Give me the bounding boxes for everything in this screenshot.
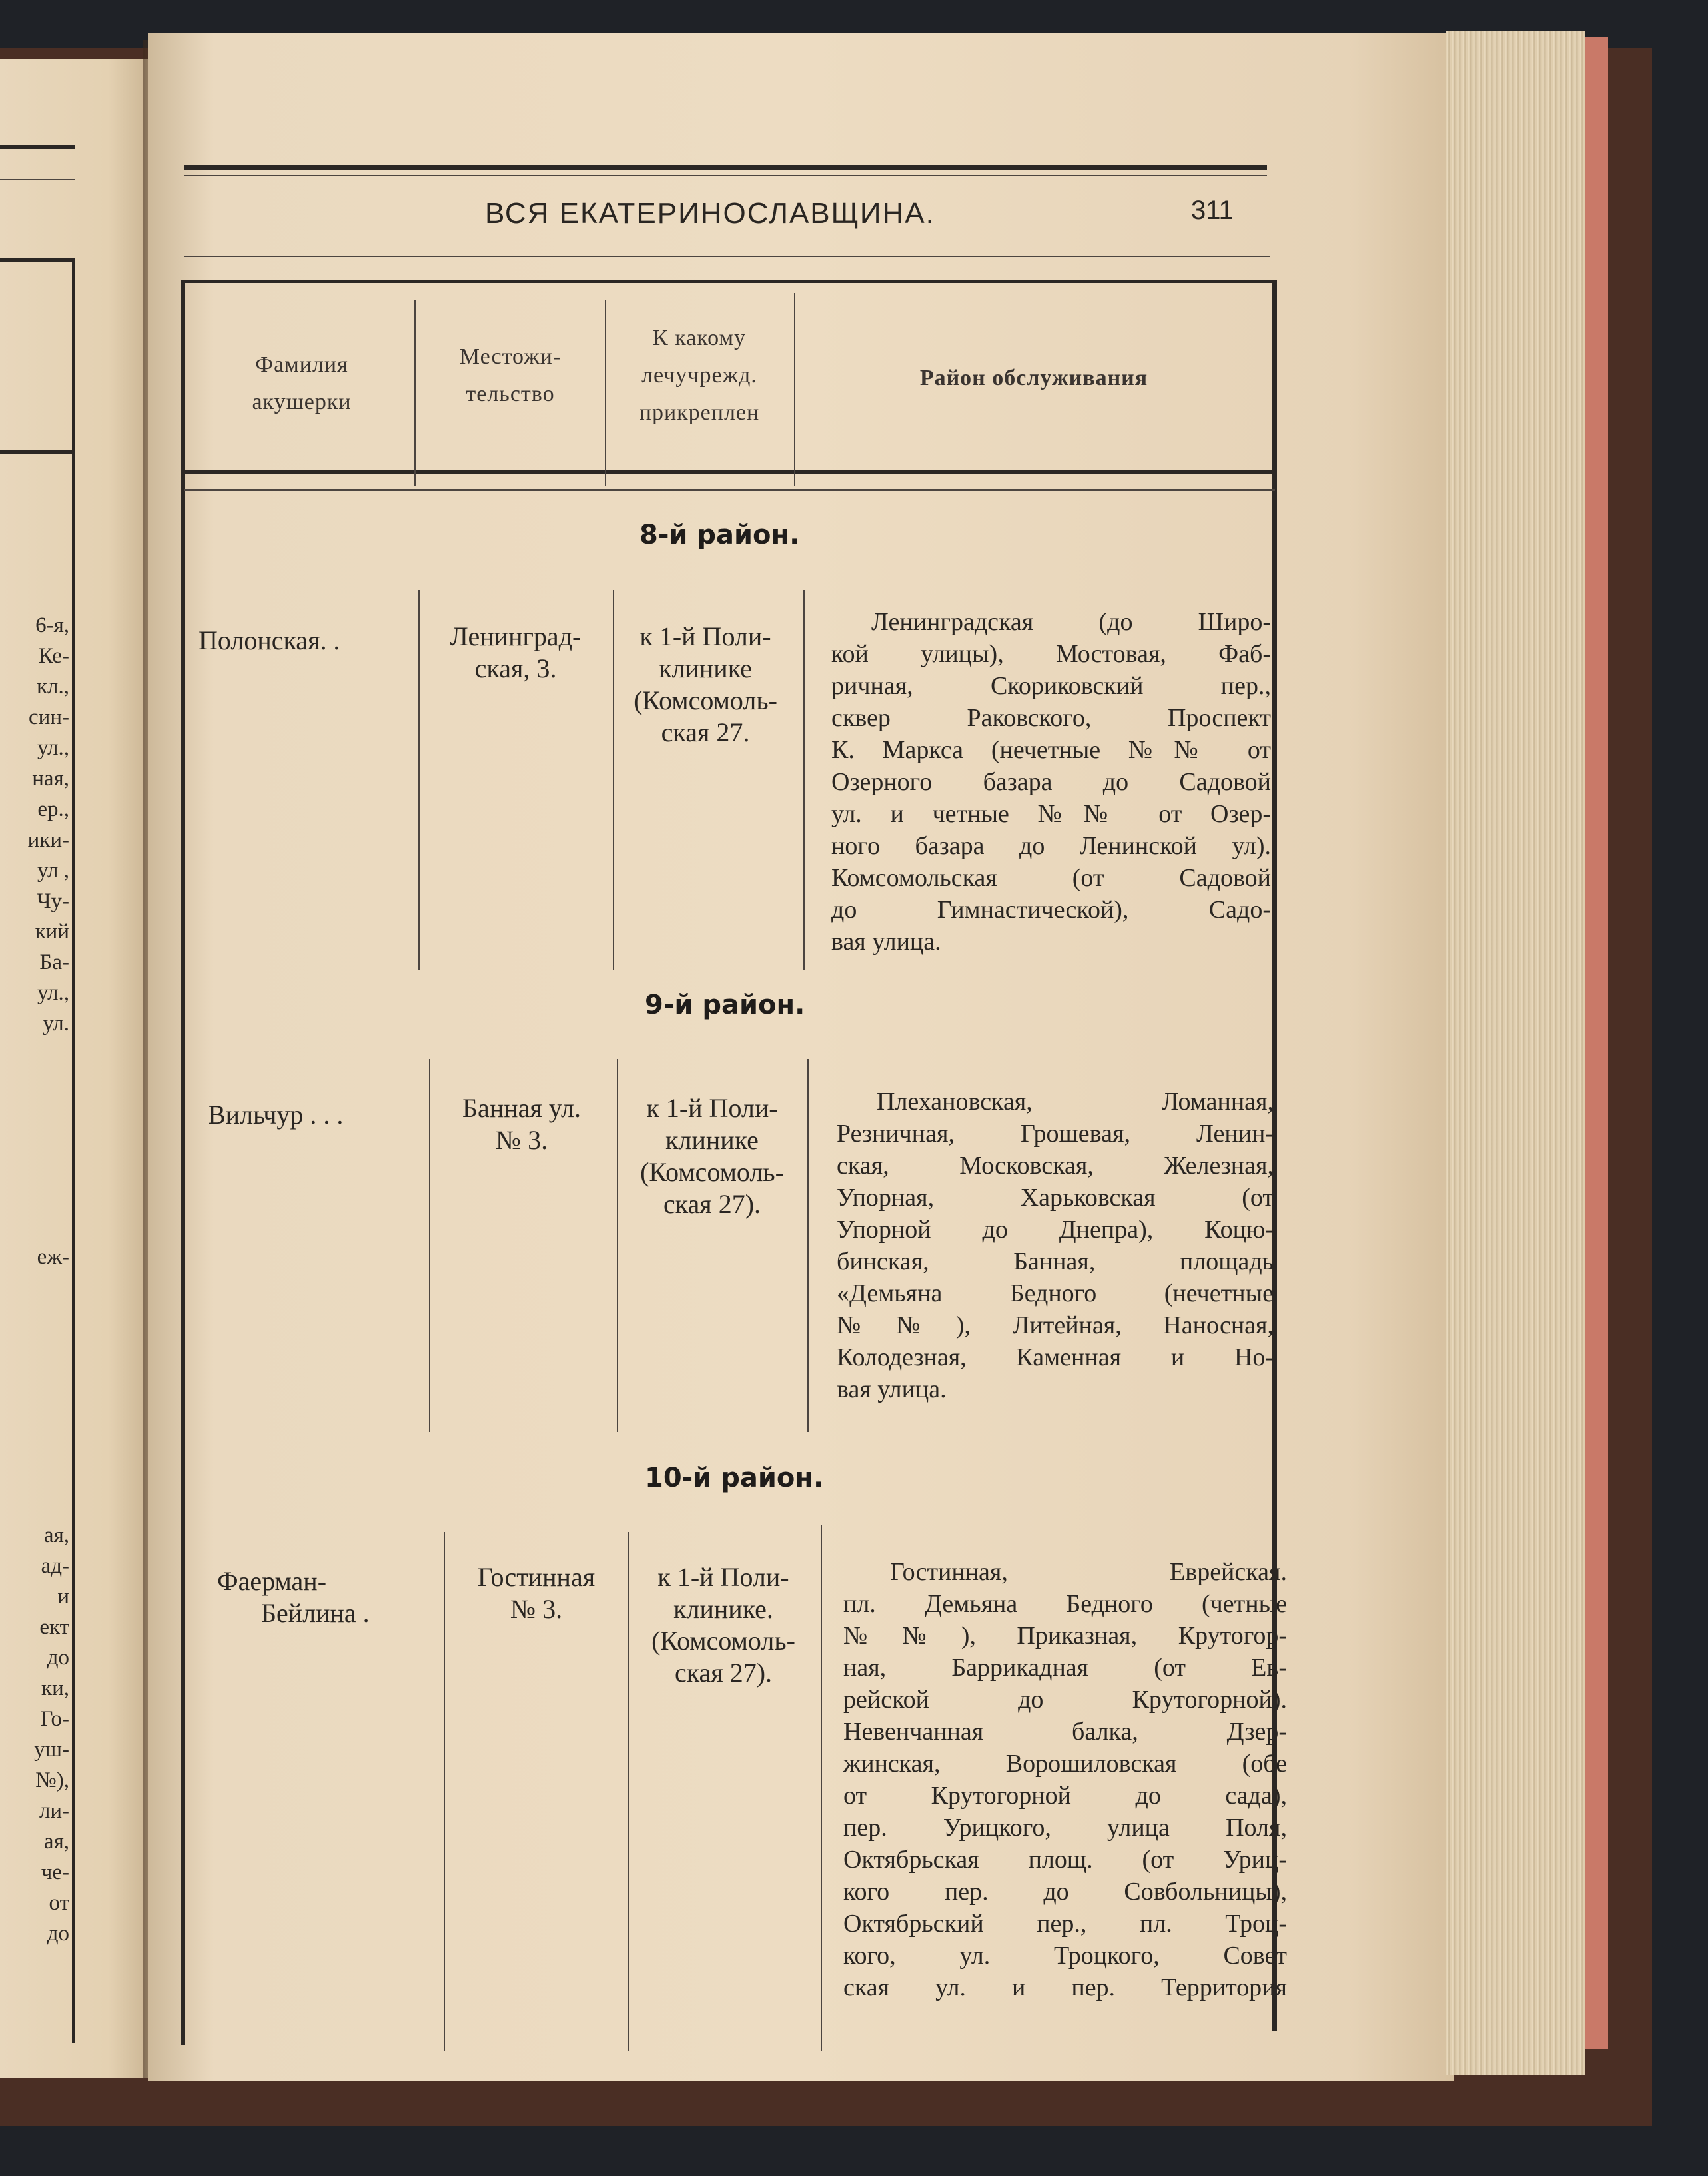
service-line: «Демьяна Бедного (нечетные bbox=[837, 1279, 1274, 1307]
residence-address bbox=[445, 1561, 628, 1625]
midwife-name-line: Бейлина . bbox=[261, 1598, 370, 1628]
section-title: 8-й район. bbox=[640, 520, 800, 550]
service-line: Озерного базара до Садовой bbox=[831, 768, 1271, 796]
column-divider bbox=[821, 1525, 822, 2051]
column-header-line: прикреплен bbox=[639, 400, 760, 425]
column-divider bbox=[794, 293, 795, 486]
column-header-line: акушерки bbox=[252, 390, 352, 414]
left-fragment: ер., bbox=[37, 797, 69, 821]
table-header-rule-thin bbox=[184, 489, 1275, 491]
institution-line: клинике. bbox=[673, 1594, 773, 1624]
column-header-line: Местожи- bbox=[459, 344, 562, 369]
cover-edge bbox=[1585, 37, 1608, 2049]
service-line: рейской до Крутогорной). bbox=[843, 1686, 1287, 1714]
left-fragment: кл., bbox=[36, 675, 69, 699]
service-line: ричная, Скориковский пер., bbox=[831, 672, 1271, 700]
service-line: Упорной до Днепра), Коцю- bbox=[837, 1216, 1274, 1244]
left-fragment: ул. bbox=[43, 1012, 69, 1036]
service-area-text bbox=[831, 606, 1271, 958]
left-page-rule bbox=[0, 450, 75, 454]
residence-line: ская, 3. bbox=[474, 653, 557, 683]
left-fragment: ки, bbox=[41, 1676, 69, 1700]
service-line: вая улица. bbox=[837, 1375, 947, 1403]
left-page-rule bbox=[0, 145, 75, 149]
left-fragment: ул., bbox=[37, 736, 69, 760]
table-header-rule bbox=[184, 470, 1275, 474]
institution-line: ская 27). bbox=[674, 1658, 773, 1688]
institution-line: (Комсомоль- bbox=[640, 1157, 784, 1187]
service-line: ул. и четные №№ от Озер- bbox=[831, 800, 1271, 828]
left-fragment: 6-я, bbox=[35, 613, 69, 637]
page-edges bbox=[1446, 31, 1585, 2075]
residence-line: Банная ул. bbox=[462, 1093, 581, 1123]
left-page-rule bbox=[0, 258, 75, 262]
service-area-text bbox=[843, 1556, 1287, 2003]
left-fragment: до bbox=[47, 1646, 69, 1670]
service-line: пер. Урицкого, улица Поля, bbox=[843, 1814, 1287, 1842]
residence-line: № 3. bbox=[495, 1125, 548, 1155]
table-top-border bbox=[184, 280, 1274, 283]
service-line: ная, Баррикадная (от Ев- bbox=[843, 1654, 1287, 1682]
service-line: кого пер. до Совбольницы), bbox=[843, 1878, 1287, 1906]
left-fragment: Ба- bbox=[39, 950, 69, 974]
column-header-name bbox=[191, 346, 413, 421]
midwife-name: Вильчур . . . bbox=[208, 1100, 344, 1130]
institution-line: ская 27). bbox=[663, 1189, 761, 1219]
residence-line: № 3. bbox=[510, 1594, 563, 1624]
residence-address bbox=[426, 1092, 617, 1156]
column-header-residence bbox=[417, 338, 604, 413]
institution-line: к 1-й Поли- bbox=[657, 1562, 789, 1592]
column-header-line: лечучрежд. bbox=[641, 363, 757, 388]
residence-line: Ленинград- bbox=[450, 621, 582, 651]
left-fragment: до bbox=[47, 1922, 69, 1946]
table-left-border bbox=[181, 280, 185, 2045]
midwife-name-line: Фаерман- bbox=[217, 1566, 327, 1596]
service-line: сквер Раковского, Проспект bbox=[831, 704, 1271, 732]
service-line: до Гимнастической), Садо- bbox=[831, 896, 1271, 924]
institution-line: к 1-й Поли- bbox=[646, 1093, 778, 1123]
section-title: 9-й район. bbox=[645, 990, 805, 1020]
left-fragment: еж- bbox=[37, 1245, 69, 1269]
service-line: вая улица. bbox=[831, 928, 941, 956]
left-fragment: кий bbox=[35, 920, 69, 944]
service-line: Колодезная, Каменная и Но- bbox=[837, 1343, 1274, 1371]
service-line: Резничная, Грошевая, Ленин- bbox=[837, 1120, 1274, 1148]
institution-line: клинике bbox=[659, 653, 752, 683]
residence-line: Гостинная bbox=[477, 1562, 596, 1592]
left-fragment: ная, bbox=[32, 767, 69, 791]
column-header-line: Фамилия bbox=[255, 352, 348, 377]
service-line: кой улицы), Мостовая, Фаб- bbox=[831, 640, 1271, 668]
institution-line: (Комсомоль- bbox=[634, 685, 777, 715]
institution-line: (Комсомоль- bbox=[651, 1626, 795, 1656]
column-header-line: К какому bbox=[653, 326, 746, 350]
residence-address bbox=[420, 621, 612, 685]
column-header-service-area bbox=[797, 360, 1271, 397]
service-line: от Крутогорной до сада), bbox=[843, 1782, 1287, 1810]
left-fragment: ики- bbox=[27, 828, 69, 852]
service-line: Комсомольская (от Садовой bbox=[831, 864, 1271, 892]
service-line: жинская, Ворошиловская (обе bbox=[843, 1750, 1287, 1778]
left-fragment: ли- bbox=[39, 1799, 69, 1823]
column-header-institution bbox=[605, 320, 794, 432]
service-line: Упорная, Харьковская (от bbox=[837, 1184, 1274, 1212]
service-line: Ленинградская (до Широ- bbox=[871, 608, 1271, 636]
service-line: Плехановская, Ломанная, bbox=[877, 1088, 1274, 1116]
service-line: Гостинная, Еврейская. bbox=[890, 1558, 1287, 1586]
left-fragment: син- bbox=[29, 705, 69, 729]
service-line: К. Маркса (нечетные №№ от bbox=[831, 736, 1271, 764]
service-line: Невенчанная балка, Дзер- bbox=[843, 1718, 1287, 1746]
left-fragment: Го- bbox=[40, 1707, 69, 1731]
service-line: ного базара до Ленинской ул). bbox=[831, 832, 1271, 860]
service-line: пл. Демьяна Бедного (четные bbox=[843, 1590, 1287, 1618]
left-fragment: че- bbox=[41, 1860, 69, 1884]
column-divider bbox=[414, 300, 416, 486]
midwife-name: Полонская. . bbox=[199, 625, 340, 655]
service-line: ская ул. и пер. Территория bbox=[843, 1974, 1287, 2001]
service-line: Октябрьский пер., пл. Троц- bbox=[843, 1910, 1287, 1938]
institution-line: клинике bbox=[665, 1125, 759, 1155]
service-line: №№), Приказная, Крутогор- bbox=[843, 1622, 1287, 1650]
institution-line: к 1-й Поли- bbox=[640, 621, 771, 651]
header-rule-top bbox=[184, 165, 1267, 170]
midwife-name bbox=[217, 1565, 430, 1629]
left-fragment: №), bbox=[35, 1768, 69, 1792]
institution-line: ская 27. bbox=[661, 717, 750, 747]
left-fragment: и bbox=[57, 1585, 69, 1609]
left-fragment: ул , bbox=[37, 859, 69, 883]
service-line: №№), Литейная, Наносная, bbox=[837, 1311, 1274, 1339]
service-area-text bbox=[837, 1086, 1274, 1405]
header-rule-bottom bbox=[184, 256, 1270, 257]
attached-institution bbox=[616, 1092, 809, 1220]
column-header-line: тельство bbox=[466, 382, 555, 406]
column-header-line: Район обслуживания bbox=[919, 366, 1148, 390]
service-line: бинская, Банная, площадь bbox=[837, 1248, 1274, 1275]
column-divider bbox=[803, 590, 805, 970]
service-line: кого, ул. Троцкого, Совет bbox=[843, 1942, 1287, 1970]
left-fragment: Ке- bbox=[38, 644, 69, 668]
left-page-table-border bbox=[72, 258, 75, 2043]
left-fragment: ая, bbox=[43, 1830, 69, 1854]
section-title: 10-й район. bbox=[645, 1463, 824, 1493]
header-rule-top-thin bbox=[184, 175, 1267, 176]
left-fragment: ад- bbox=[41, 1554, 69, 1578]
page-number: 311 bbox=[1191, 196, 1234, 225]
left-page-rule bbox=[0, 179, 75, 180]
left-fragment: ая, bbox=[43, 1523, 69, 1547]
left-fragment: ул., bbox=[37, 981, 69, 1005]
left-fragment: Чу- bbox=[37, 889, 69, 913]
attached-institution bbox=[626, 1561, 821, 1689]
attached-institution bbox=[609, 621, 802, 749]
service-line: ская, Московская, Железная, bbox=[837, 1152, 1274, 1180]
left-fragment: уш- bbox=[34, 1738, 69, 1762]
running-header-title: ВСЯ ЕКАТЕРИНОСЛАВЩИНА. bbox=[485, 197, 935, 230]
left-fragment: от bbox=[49, 1891, 69, 1915]
left-fragment: ект bbox=[39, 1615, 69, 1639]
service-line: Октябрьская площ. (от Уриц- bbox=[843, 1846, 1287, 1874]
